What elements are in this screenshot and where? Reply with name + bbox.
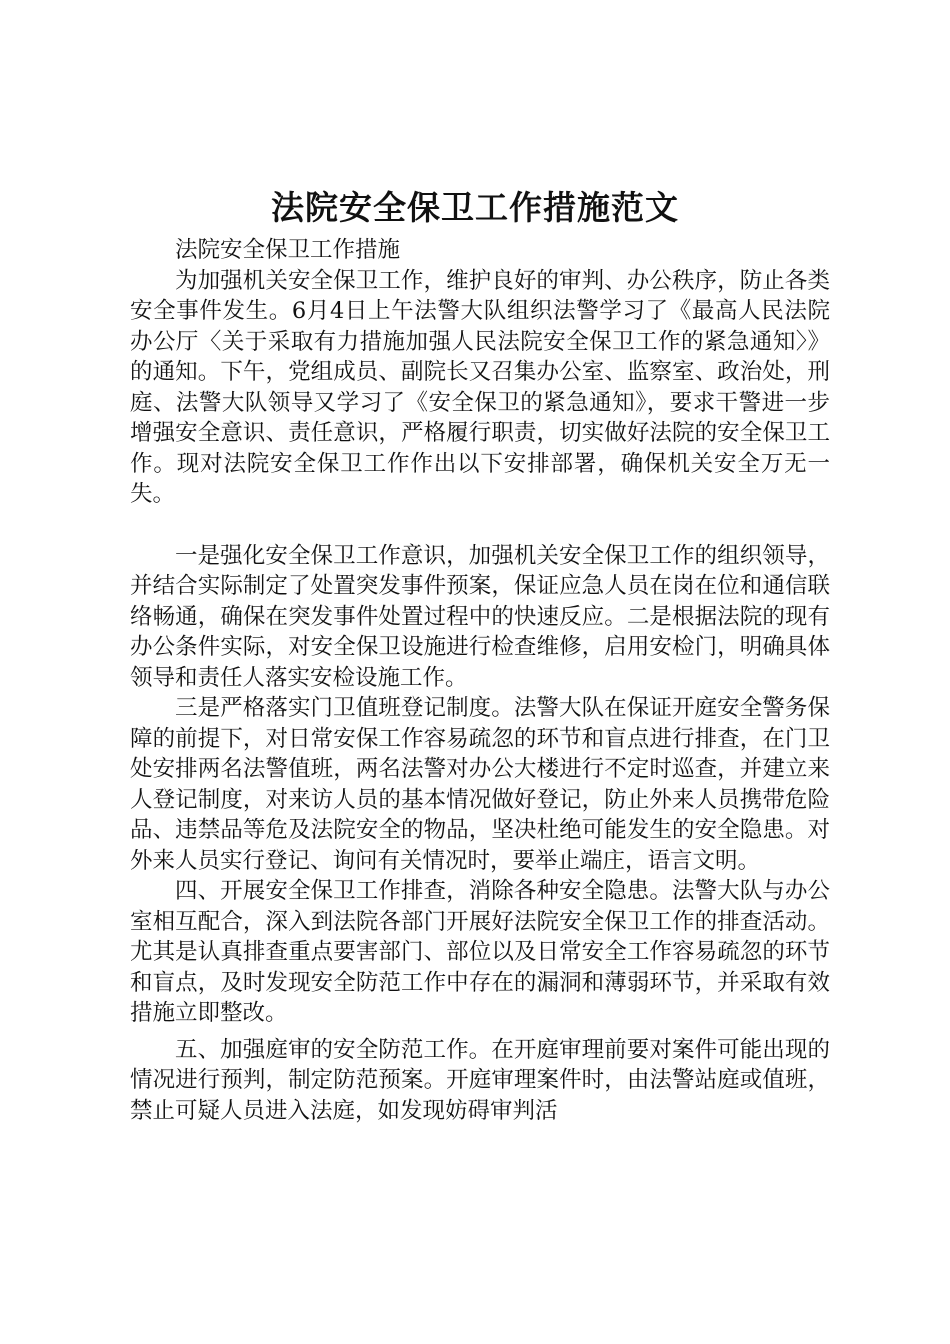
section-heading: 法院安全保卫工作措施 [175,237,401,263]
document-title: 法院安全保卫工作措施范文 [271,188,679,227]
paragraph-measures-1-2: 一是强化安全保卫工作意识，加强机关安全保卫工作的组织领导，并结合实际制定了处置突发事件预案，保证应急人员在岗在位和通信联络畅通，确保在突发事件处置过程中的快速反应。二是根据法院的现有办公条件实际，对安全保卫设施进行检查维修，启用安检门，明确具体领导和责任人落实安检设施工作。 [130,542,830,691]
paragraph-intro: 为加强机关安全保卫工作，维护良好的审判、办公秩序，防止各类安全事件发生。6月4日上午法警大队组织法警学习了《最高人民法院办公厅〈关于采取有力措施加强人民法院安全保卫工作的紧急通知〉》的通知。下午，党组成员、副院长又召集办公室、监察室、政治处，刑庭、法警大队领导又学习了《安全保卫的紧急通知》，要求干警进一步增强安全意识、责任意识，严格履行职责，切实做好法院的安全保卫工作。现对法院安全保卫工作作出以下安排部署，确保机关安全万无一失。 [130,267,830,507]
document-body [130,235,830,1126]
paragraph-measure-4: 四、开展安全保卫工作排查，消除各种安全隐患。法警大队与办公室相互配合，深入到法院各部门开展好法院安全保卫工作的排查活动。尤其是认真排查重点要害部门、部位以及日常安全工作容易疏忽的环节和盲点，及时发现安全防范工作中存在的漏洞和薄弱环节，并采取有效措施立即整改。 [130,878,830,1026]
blank-line [130,510,830,541]
paragraph-measure-5: 五、加强庭审的安全防范工作。在开庭审理前要对案件可能出现的情况进行预判，制定防范预案。开庭审理案件时，由法警站庭或值班，禁止可疑人员进入法庭，如发现妨碍审判活 [130,1036,830,1124]
paragraph-measure-3: 三是严格落实门卫值班登记制度。法警大队在保证开庭安全警务保障的前提下，对日常安保工作容易疏忽的环节和盲点进行排查，在门卫处安排两名法警值班，两名法警对办公大楼进行不定时巡查，并建立来人登记制度，对来访人员的基本情况做好登记，防止外来人员携带危险品、违禁品等危及法院安全的物品，坚决杜绝可能发生的安全隐患。对外来人员实行登记、询问有关情况时，要举止端庄，语言文明。 [130,695,830,874]
